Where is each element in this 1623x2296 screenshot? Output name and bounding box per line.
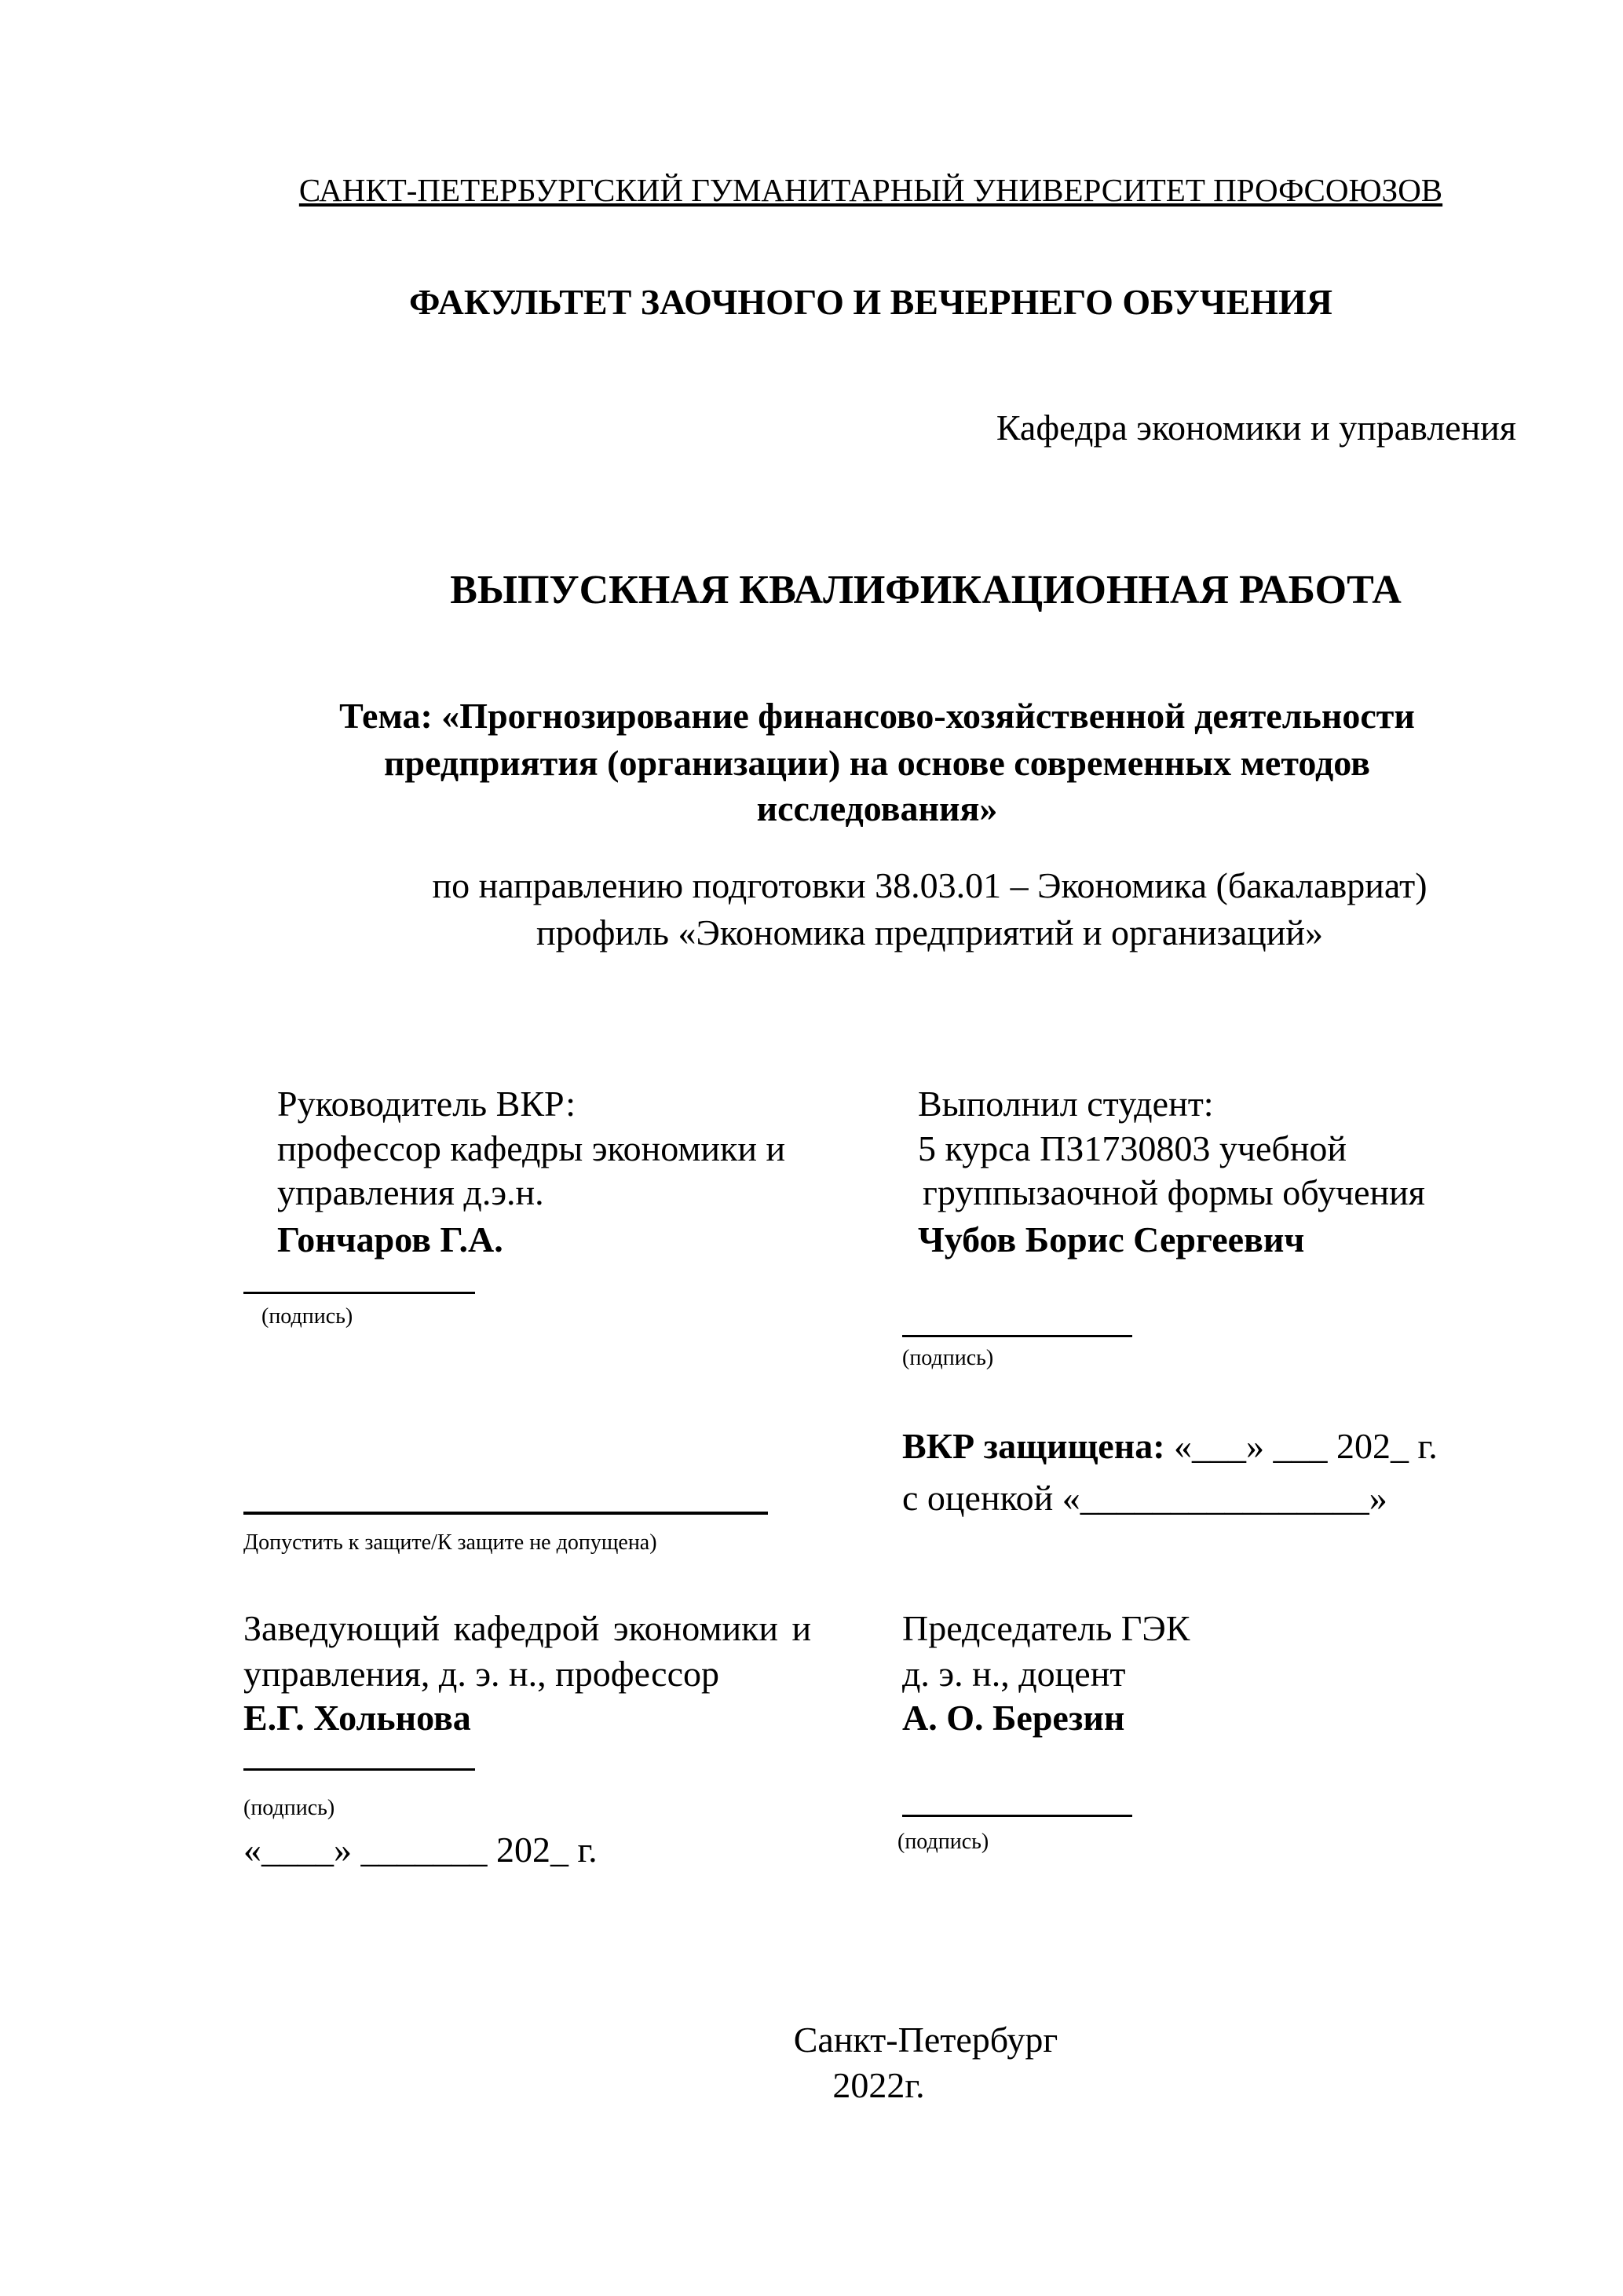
work-type-title: ВЫПУСКНАЯ КВАЛИФИКАЦИОННАЯ РАБОТА — [450, 568, 1402, 612]
student-group: группызаочной формы обучения — [923, 1172, 1425, 1212]
faculty-name: ФАКУЛЬТЕТ ЗАОЧНОГО И ВЕЧЕРНЕГО ОБУЧЕНИЯ — [409, 282, 1332, 322]
supervisor-signature-line — [243, 1292, 475, 1294]
topic-line-3: исследования» — [756, 788, 998, 828]
head-position-2: управления, д. э. н., профессор — [243, 1654, 719, 1694]
supervisor-label: Руководитель ВКР: — [277, 1084, 576, 1124]
head-date: «____» _______ 202_ г. — [243, 1830, 598, 1870]
supervisor-position-1: профессор кафедры экономики и — [277, 1128, 786, 1168]
supervisor-signature-caption: (подпись) — [261, 1304, 353, 1329]
student-signature-caption: (подпись) — [902, 1346, 994, 1370]
defense-grade: с оценкой «________________» — [902, 1478, 1387, 1518]
university-name: САНКТ-ПЕТЕРБУРГСКИЙ ГУМАНИТАРНЫЙ УНИВЕРСИТЕТ ПРОФСОЮЗОВ — [298, 172, 1443, 208]
defense-label: ВКР защищена: — [902, 1426, 1165, 1466]
topic-line-2: предприятия (организации) на основе современных методов — [384, 743, 1370, 783]
study-profile: профиль «Экономика предприятий и организаций» — [536, 912, 1324, 952]
chairman-position: Председатель ГЭК — [902, 1608, 1190, 1648]
chairman-signature-line — [902, 1815, 1132, 1817]
admission-signature-line — [243, 1512, 768, 1515]
student-signature-line — [902, 1335, 1132, 1337]
chairman-signature-caption: (подпись) — [897, 1830, 989, 1854]
head-position-1: Заведующий кафедрой экономики и — [243, 1608, 812, 1648]
head-name: Е.Г. Хольнова — [243, 1698, 471, 1738]
defense-date: «___» ___ 202_ г. — [1174, 1426, 1438, 1466]
head-signature-line — [243, 1768, 475, 1771]
topic-line-1: Тема: «Прогнозирование финансово-хозяйственной деятельности — [339, 696, 1415, 736]
chairman-name: А. О. Березин — [902, 1698, 1125, 1738]
footer-city: Санкт-Петербург — [793, 2020, 1058, 2060]
student-label: Выполнил студент: — [918, 1084, 1214, 1124]
head-signature-caption: (подпись) — [243, 1796, 335, 1820]
admission-caption: Допустить к защите/К защите не допущена) — [243, 1530, 657, 1555]
student-name: Чубов Борис Сергеевич — [918, 1219, 1305, 1260]
department-name: Кафедра экономики и управления — [996, 408, 1516, 448]
chairman-degree: д. э. н., доцент — [902, 1654, 1126, 1694]
supervisor-position-2: управления д.э.н. — [277, 1172, 544, 1212]
footer-year: 2022г. — [832, 2065, 925, 2105]
study-direction: по направлению подготовки 38.03.01 – Экономика (бакалавриат) — [432, 865, 1427, 905]
student-course: 5 курса ПЗ1730803 учебной — [918, 1128, 1347, 1168]
defense-status — [902, 1428, 1438, 1464]
supervisor-name: Гончаров Г.А. — [277, 1219, 503, 1260]
